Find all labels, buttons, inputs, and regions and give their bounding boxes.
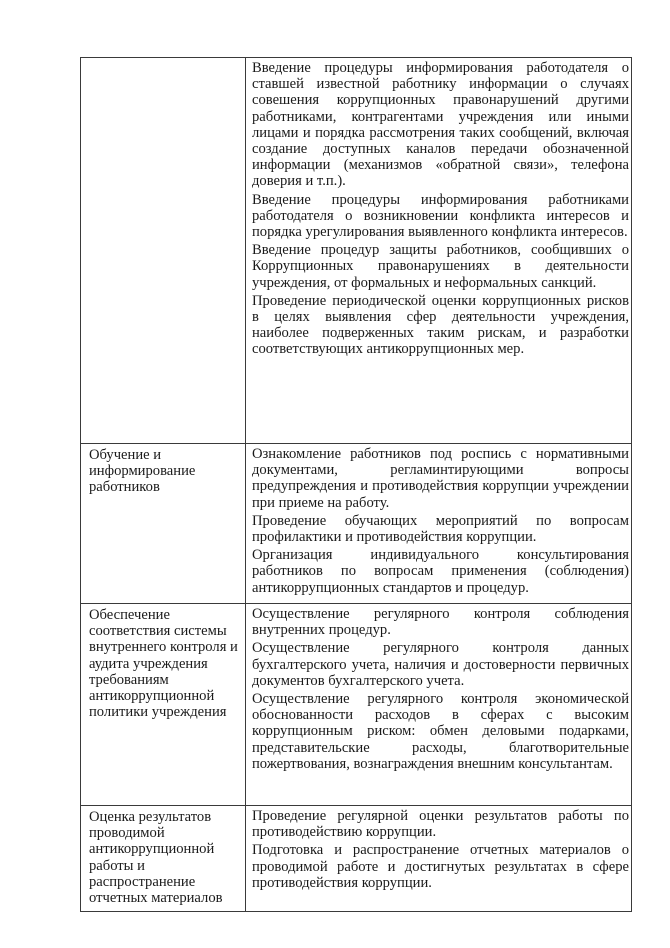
category-cell: Оценка результатов проводимой антикоррупционной работы и распространение отчетных материалов	[81, 806, 246, 912]
measure-item: Введение процедур защиты работников, сообщивших о Коррупционных правонарушениях в деятельности учреждения, от формальных и неформальных санкций.	[252, 242, 629, 291]
measures-cell	[246, 58, 632, 444]
measures-cell	[246, 806, 632, 912]
measure-item: Осуществление регулярного контроля данных бухгалтерского учета, наличия и достоверности первичных документов бухгалтерского учета.	[252, 640, 629, 689]
measure-item: Подготовка и распространение отчетных материалов о проводимой работе и достигнутых результатах в сфере противодействия коррупции.	[252, 842, 629, 891]
measures-cell	[246, 604, 632, 806]
measure-item: Проведение обучающих мероприятий по вопросам профилактики и противодействия коррупции.	[252, 512, 629, 546]
category-cell: Обеспечение соответствия системы внутреннего контроля и аудита учреждения требованиям антикоррупционной политики учреждения	[81, 604, 246, 806]
measure-item: Введение процедуры информирования работодателя о ставшей известной работнику информации о случаях совешения коррупционных правонарушений другими работниками, контрагентами учреждения или иными лицами и порядка рассмотрения таких сообщений, включая создание доступных каналов передачи обозначенной информации (механизмов «обратной связи», телефона доверия и т.п.).	[252, 60, 629, 190]
measures-cell	[246, 444, 632, 604]
measure-item: Проведение периодической оценки коррупционных рисков в целях выявления сфер деятельности учреждения, наиболее подверженных таким рискам, и разработки соответствующих антикоррупционных мер.	[252, 292, 629, 358]
table-row	[81, 444, 632, 604]
measure-item: Организация индивидуального консультирования работников по вопросам применения (соблюдения) антикоррупционных стандартов и процедур.	[252, 547, 629, 596]
table-row	[81, 604, 632, 806]
category-cell	[81, 58, 246, 444]
table-row	[81, 806, 632, 912]
measure-item: Осуществление регулярного контроля соблюдения внутренних процедур.	[252, 606, 629, 639]
category-cell: Обучение и информирование работников	[81, 444, 246, 604]
table-row	[81, 58, 632, 444]
measure-item: Ознакомление работников под роспись с нормативными документами, регламинтирующими вопросы предупреждения и противодействия коррупции учреждении при приеме на работу.	[252, 446, 629, 511]
measure-item: Введение процедуры информирования работниками работодателя о возникновении конфликта интересов и порядка урегулирования выявленного конфликта интересов.	[252, 191, 629, 241]
measure-item: Проведение регулярной оценки результатов работы по противодействию коррупции.	[252, 808, 629, 841]
measure-item: Осуществление регулярного контроля экономической обоснованности расходов в сферах с высоким коррупционным риском: обмен деловыми подарками, представительские расходы, благотворительные пожертвования, вознаграждения внешним консультантам.	[252, 691, 629, 772]
anticorruption-measures-table	[80, 57, 632, 912]
